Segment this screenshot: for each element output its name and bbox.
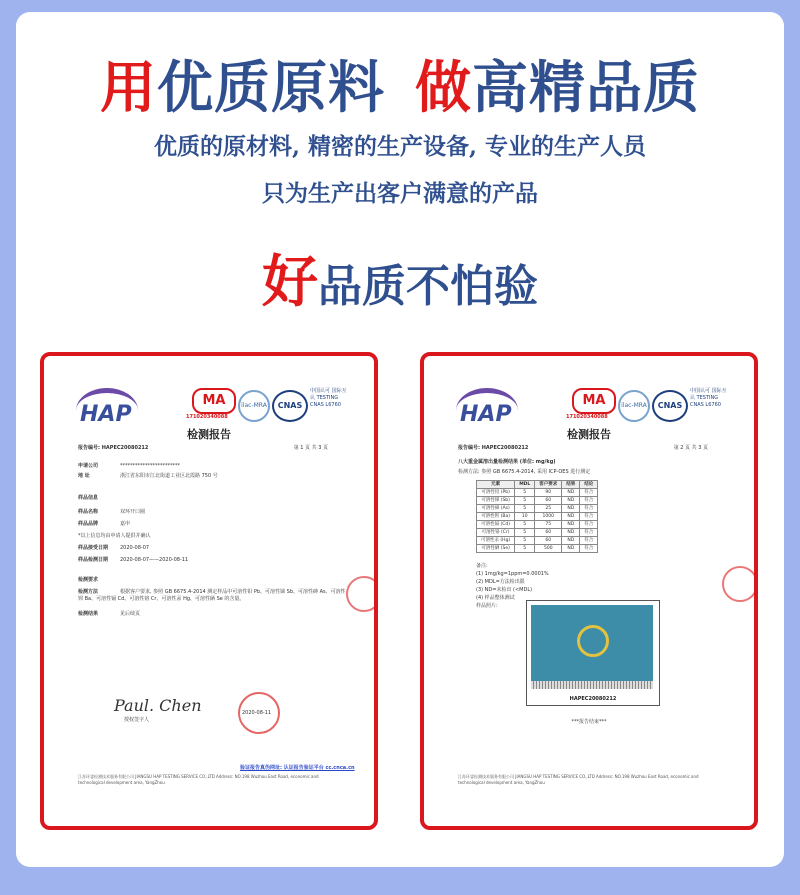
cnas-logo: CNAS [272, 390, 308, 422]
table-cell: 5 [515, 505, 535, 513]
table-cell: ND [562, 513, 580, 521]
table-row [477, 545, 598, 553]
page-indicator: 第 2 页 共 3 页 [673, 445, 708, 451]
headline-red-2: 做 [415, 55, 472, 121]
cma-logo: MA [572, 388, 616, 414]
table-cell: 5 [515, 489, 535, 497]
table-cell: 5 [515, 521, 535, 529]
ilac-mra-logo: ilac-MRA [618, 390, 650, 422]
table-header-cell: 结论 [580, 481, 598, 489]
table-header-cell: 结果 [562, 481, 580, 489]
subtitle-line-2: 只为生产出客户满意的产品 [262, 180, 538, 207]
table-cell: 90 [535, 489, 562, 497]
table-cell: 可溶性钡 (Ba) [477, 513, 515, 521]
headline-text-1: 优质原料 [157, 55, 385, 121]
table-cell: 符合 [580, 513, 598, 521]
table-cell: ND [562, 545, 580, 553]
table-cell: 60 [535, 497, 562, 505]
hap-logo: HAP [456, 388, 518, 434]
test-report-page-2 [420, 352, 758, 830]
table-cell: ND [562, 537, 580, 545]
table-header-row [477, 481, 598, 489]
table-cell: 5 [515, 529, 535, 537]
ruler [531, 681, 653, 689]
table-cell: ND [562, 505, 580, 513]
table-cell: 可溶性砷 (As) [477, 505, 515, 513]
table-cell: 5 [515, 497, 535, 505]
signatory-label: 授权签字人 [124, 717, 150, 723]
field-sample-name: 样品名称 双环开口圈 [78, 509, 146, 515]
quality-headline-text: 品质不怕验 [318, 261, 538, 312]
quality-headline-red: 好 [262, 249, 318, 315]
field-address: 地 址 浙江省东阳市江北街道工业区北霞路 750 号 [78, 473, 218, 479]
table-cell: 可溶性镉 (Cd) [477, 521, 515, 529]
side-seal [722, 566, 758, 602]
cnas-text: 中国认可 国际互认 TESTING CNAS L6760 [310, 388, 347, 408]
table-cell: ND [562, 529, 580, 537]
field-test-method: 检测方法 根据客户要求, 参照 GB 6675.4-2014 测定样品中可溶性铅 Pb、可溶性锑 Sb、可溶性砷 As、可溶性钡 Ba、可溶性镉 Cd、可溶性铬 Cr、可溶性汞 Hg、可溶性硒 Se 的含量。 [78, 589, 346, 602]
section-title: 八大重金属溶出量检测结果 (单位: mg/kg) [458, 459, 556, 465]
table-cell: 75 [535, 521, 562, 529]
table-cell: 500 [535, 545, 562, 553]
table-header-cell: 客户要求 [535, 481, 562, 489]
table-cell: 1000 [535, 513, 562, 521]
table-row [477, 529, 598, 537]
report-footer: 江苏环睿检测技术服务有限公司 JIANGSU HAP TESTING SERVICE CO.,LTD Address: NO.198 Wuzhou East Road, economic and technological development area, YangZhou [458, 774, 699, 785]
table-row [477, 521, 598, 529]
field-applicant: 申请公司 ************************ [78, 463, 180, 469]
table-cell: ND [562, 497, 580, 505]
table-cell: 符合 [580, 489, 598, 497]
field-test-result: 检测结果 见后续页 [78, 611, 141, 617]
cma-logo: MA [192, 388, 236, 414]
sign-date: 2020-08-11 [242, 710, 272, 716]
report-title: 检测报告 [567, 428, 611, 441]
main-headline [0, 44, 800, 124]
cma-number: 171020340088 [566, 414, 608, 420]
table-header-cell: 元素 [477, 481, 515, 489]
table-row [477, 505, 598, 513]
headline-red-1: 用 [100, 55, 157, 121]
table-cell: 可溶性硒 (Se) [477, 545, 515, 553]
table-cell: 可溶性汞 (Hg) [477, 537, 515, 545]
field-receive-date: 样品接受日期 2020-08-07 [78, 545, 150, 551]
table-cell: 5 [515, 537, 535, 545]
signature: Paul. Chen [114, 696, 202, 715]
table-cell: 5 [515, 545, 535, 553]
test-report-page-1 [40, 352, 378, 830]
cnas-logo: CNAS [652, 390, 688, 422]
field-test-requirement: 检测要求 [78, 577, 99, 583]
field-note: *以上信息均由申请人提供并确认 [78, 533, 151, 539]
table-cell: 符合 [580, 545, 598, 553]
quality-headline [0, 238, 800, 318]
report-footer: 江苏环睿检测技术服务有限公司 JIANGSU HAP TESTING SERVICE CO.,LTD Address: NO.198 Wuzhou East Road, economic and technological development area, YangZhou [78, 774, 319, 785]
ring-sample [577, 625, 609, 657]
field-sample-info: 样品信息 [78, 495, 99, 501]
table-cell: 符合 [580, 497, 598, 505]
table-cell: ND [562, 521, 580, 529]
results-table [476, 480, 598, 553]
verify-link[interactable]: 验证报告真伪网址: 认证报告验证平台 cc.cnca.cn [240, 765, 355, 771]
report-number: 报告编号: HAPEC20080212 [78, 445, 149, 451]
table-cell: 60 [535, 529, 562, 537]
subtitle-line-1: 优质的原材料, 精密的生产设备, 专业的生产人员 [153, 133, 647, 160]
report-number: 报告编号: HAPEC20080212 [458, 445, 529, 451]
notes: 备注: (1) 1mg/kg=1ppm=0.0001% (2) MDL=方法检出限 (3) ND=未检出 (<MDL) (4) 样品整体测试 样品照片: [476, 563, 549, 609]
page-indicator: 第 1 页 共 3 页 [293, 445, 328, 451]
report-end: ***报告结束*** [571, 719, 607, 725]
table-cell: 25 [535, 505, 562, 513]
report-title: 检测报告 [187, 428, 231, 441]
hap-logo: HAP [76, 388, 138, 434]
sample-photo [526, 600, 660, 706]
table-header-cell: MDL [515, 481, 535, 489]
cnas-text: 中国认可 国际互认 TESTING CNAS L6760 [690, 388, 727, 408]
field-sample-brand: 样品品牌 嘉申 [78, 521, 131, 527]
table-cell: 符合 [580, 521, 598, 529]
table-cell: 可溶性锑 (Sb) [477, 497, 515, 505]
table-row [477, 489, 598, 497]
table-cell: ND [562, 489, 580, 497]
table-row [477, 537, 598, 545]
photo-caption: HAPEC20080212 [569, 696, 617, 702]
table-cell: 符合 [580, 537, 598, 545]
table-cell: 可溶性铬 (Cr) [477, 529, 515, 537]
table-cell: 符合 [580, 505, 598, 513]
test-method-line: 检测方法: 参照 GB 6675.4-2014, 采用 ICP-OES 进行测定 [458, 469, 591, 475]
table-row [477, 513, 598, 521]
table-cell: 可溶性铅 (Pb) [477, 489, 515, 497]
field-test-date: 样品检测日期 2020-08-07——2020-08-11 [78, 557, 189, 563]
cma-number: 171020340088 [186, 414, 228, 420]
table-cell: 60 [535, 537, 562, 545]
headline-text-2: 高精品质 [472, 55, 700, 121]
side-seal [346, 576, 378, 612]
table-row [477, 497, 598, 505]
table-cell: 10 [515, 513, 535, 521]
ilac-mra-logo: ilac-MRA [238, 390, 270, 422]
table-cell: 符合 [580, 529, 598, 537]
